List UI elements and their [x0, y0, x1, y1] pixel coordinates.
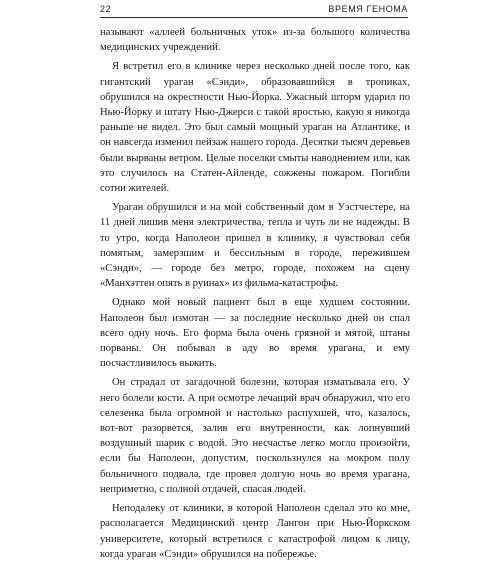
paragraph: Он страдал от загадочной болезни, которая изматывала его. У него болели кости. А при осмотре лечащий врач обнаружил, что его селезенка была огромной и настолько распухшей, что, казалось, вот-вот разорвется, залив его внутренности, как лопнувший воздушный шарик с водой. Это несчастье легко могло произойти, если бы Наполеон, допустим, поскользнулся на мокром полу больничного подвала, где провел долгую ночь во время урагана, неприметно, с полной отдачей, спасая людей.: [100, 377, 410, 495]
body-text: [100, 25, 410, 566]
page-number: 22: [100, 4, 112, 14]
page-header: [100, 3, 408, 18]
running-head: ВРЕМЯ ГЕНОМА: [328, 4, 408, 14]
paragraph: Неподалеку от клиники, в которой Наполеон сделал это ко мне, располагается Медицинский центр Лангон при Нью-Йоркском университете, который встретился с катастрофой лицом к лицу, когда ураган «Сэнди» обрушился на побережье.: [100, 503, 410, 560]
paragraph: называют «аллеей больничных уток» из-за большого количества медицинских учреждений.: [100, 27, 410, 54]
paragraph: Однако мой новый пациент был в еще худшем состоянии. Наполеон был измотан — за последние несколько дней он спал всего одну ночь. Его форма была очень грязной и мятой, штаны порваны. Он побывал в аду во время урагана, и ему посчастливилось выжить.: [100, 297, 410, 370]
paragraph: Я встретил его в клинике через несколько дней после того, как гигантский ураган «Сэнди», образовавшийся в тропиках, обрушился на окрестности Нью-Йорка. Ужасный шторм ударил по Нью-Йорку и штату Нью-Джерси с такой яростью, какую я никогда раньше не видел. Это был самый мощный ураган на Атлантике, и он навсегда изменил пейзаж нашего города. Десятки тысяч деревьев были вырваны ветром. Целые поселки смыты наводнением или, как это случилось на Статен-Айленде, сожжены пожаром. Погибли сотни жителей.: [100, 61, 410, 195]
paragraph: Ураган обрушился и на мой собственный дом в Уэстчестере, на 11 дней лишив меня электричества, тепла и чуть ли не надежды. В то утро, когда Наполеон пришел в клинику, я чувствовал себя помятым, замерзшим и бессильным в городе, пережившем «Сэнди», — городе без метро, городе, похожем на сцену «Манхэттен опять в руинах» из фильма-катастрофы.: [100, 202, 410, 290]
